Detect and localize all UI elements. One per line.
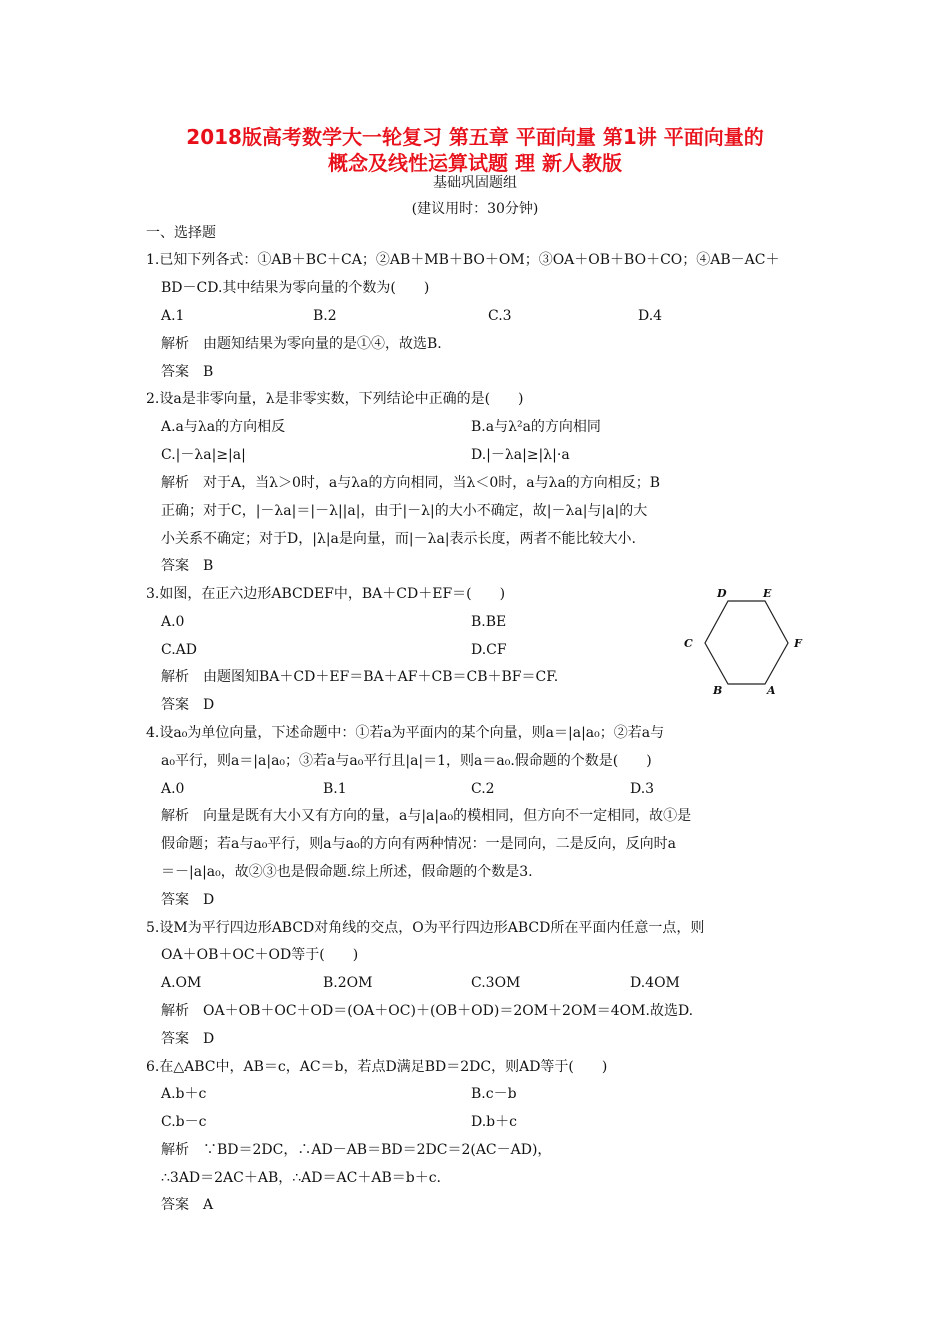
q2-option-a: A.a与λa的方向相反 <box>161 419 286 435</box>
q3-option-c: C.AD <box>161 642 197 658</box>
q4-stem-line1: 4.设a₀为单位向量，下述命题中：①若a为平面内的某个向量，则a＝|a|a₀；②若a与 <box>146 725 665 741</box>
q3-option-d: D.CF <box>471 642 507 658</box>
section-heading: 一、选择题 <box>146 225 216 241</box>
q5-option-a: A.OM <box>161 975 202 991</box>
time-note: (建议用时：30分钟) <box>411 201 539 217</box>
q2-analysis-line1: 解析 对于A，当λ＞0时，a与λa的方向相同，当λ＜0时，a与λa的方向相反；B <box>161 475 661 491</box>
q4-stem-line2: a₀平行，则a＝|a|a₀；③若a与a₀平行且|a|＝1，则a＝a₀.假命题的个数是( ) <box>161 753 652 769</box>
q1-option-c: C.3 <box>488 308 512 324</box>
hexagon-figure <box>676 582 816 702</box>
q2-option-d: D.|－λa|≥|λ|·a <box>471 447 570 463</box>
doc-title-line1: 2018版高考数学大一轮复习 第五章 平面向量 第1讲 平面向量的 <box>186 125 764 149</box>
q5-stem-line2: OA＋OB＋OC＋OD等于( ) <box>161 947 359 963</box>
q4-analysis-line3: ＝－|a|a₀，故②③也是假命题.综上所述，假命题的个数是3. <box>161 864 533 880</box>
q6-option-a: A.b＋c <box>161 1086 207 1102</box>
q6-stem: 6.在△ABC中，AB＝c，AC＝b，若点D满足BD＝2DC，则AD等于( ) <box>146 1059 608 1075</box>
group-heading: 基础巩固题组 <box>433 175 517 191</box>
hexagon-outline <box>705 601 788 684</box>
q5-option-b: B.2OM <box>323 975 373 991</box>
hexagon-label-c: C <box>684 637 693 650</box>
q2-option-c: C.|－λa|≥|a| <box>161 447 246 463</box>
q1-stem-line2: BD－CD.其中结果为零向量的个数为( ) <box>161 280 430 296</box>
q2-analysis-line2: 正确；对于C，|－λa|＝|－λ||a|，由于|－λ|的大小不确定，故|－λa|与|a|的大 <box>161 503 648 519</box>
hexagon-label-b: B <box>713 684 723 697</box>
q6-option-d: D.b＋c <box>471 1114 517 1130</box>
q2-stem: 2.设a是非零向量，λ是非零实数，下列结论中正确的是( ) <box>146 391 524 407</box>
q2-answer: 答案 B <box>161 558 214 574</box>
q3-answer: 答案 D <box>161 697 215 713</box>
q1-stem-line1: 1.已知下列各式：①AB＋BC＋CA；②AB＋MB＋BO＋OM；③OA＋OB＋BO＋CO；④AB－AC＋ <box>146 252 780 268</box>
q1-option-d: D.4 <box>638 308 663 324</box>
q1-option-a: A.1 <box>161 308 185 324</box>
q3-option-b: B.BE <box>471 614 507 630</box>
q5-analysis: 解析 OA＋OB＋OC＋OD＝(OA＋OC)＋(OB＋OD)＝2OM＋2OM＝4OM.故选D. <box>161 1003 694 1019</box>
q5-option-c: C.3OM <box>471 975 521 991</box>
hexagon-label-d: D <box>717 587 727 600</box>
q6-analysis-line2: ∴3AD＝2AC＋AB，∴AD＝AC＋AB＝b＋c. <box>161 1170 441 1186</box>
q4-option-b: B.1 <box>323 781 347 797</box>
q4-option-d: D.3 <box>630 781 655 797</box>
q3-stem: 3.如图，在正六边形ABCDEF中，BA＋CD＋EF＝( ) <box>146 586 506 602</box>
q5-option-d: D.4OM <box>630 975 680 991</box>
q1-option-b: B.2 <box>313 308 337 324</box>
q6-option-b: B.c－b <box>471 1086 517 1102</box>
q1-analysis: 解析 由题知结果为零向量的是①④，故选B. <box>161 336 442 352</box>
doc-title-line2: 概念及线性运算试题 理 新人教版 <box>328 151 622 175</box>
q2-analysis-line3: 小关系不确定；对于D，|λ|a是向量，而|－λa|表示长度，两者不能比较大小. <box>161 531 636 547</box>
q6-option-c: C.b－c <box>161 1114 207 1130</box>
q5-answer: 答案 D <box>161 1031 215 1047</box>
q6-answer: 答案 A <box>161 1197 214 1213</box>
q4-analysis-line1: 解析 向量是既有大小又有方向的量，a与|a|a₀的模相同，但方向不一定相同，故①是 <box>161 808 692 824</box>
hexagon-label-e: E <box>763 587 772 600</box>
q4-analysis-line2: 假命题；若a与a₀平行，则a与a₀的方向有两种情况：一是同向，二是反向，反向时a <box>161 836 676 852</box>
q4-answer: 答案 D <box>161 892 215 908</box>
q3-option-a: A.0 <box>161 614 185 630</box>
q4-option-a: A.0 <box>161 781 185 797</box>
q6-analysis-line1: 解析 ∵BD＝2DC，∴AD－AB＝BD＝2DC＝2(AC－AD)， <box>161 1142 552 1158</box>
q2-option-b: B.a与λ²a的方向相同 <box>471 419 601 435</box>
hexagon-label-f: F <box>794 637 802 650</box>
q4-option-c: C.2 <box>471 781 495 797</box>
q1-answer: 答案 B <box>161 364 214 380</box>
q5-stem-line1: 5.设M为平行四边形ABCD对角线的交点，O为平行四边形ABCD所在平面内任意一点，则 <box>146 920 705 936</box>
hexagon-label-a: A <box>767 684 776 697</box>
q3-analysis: 解析 由题图知BA＋CD＋EF＝BA＋AF＋CB＝CB＋BF＝CF. <box>161 669 559 685</box>
